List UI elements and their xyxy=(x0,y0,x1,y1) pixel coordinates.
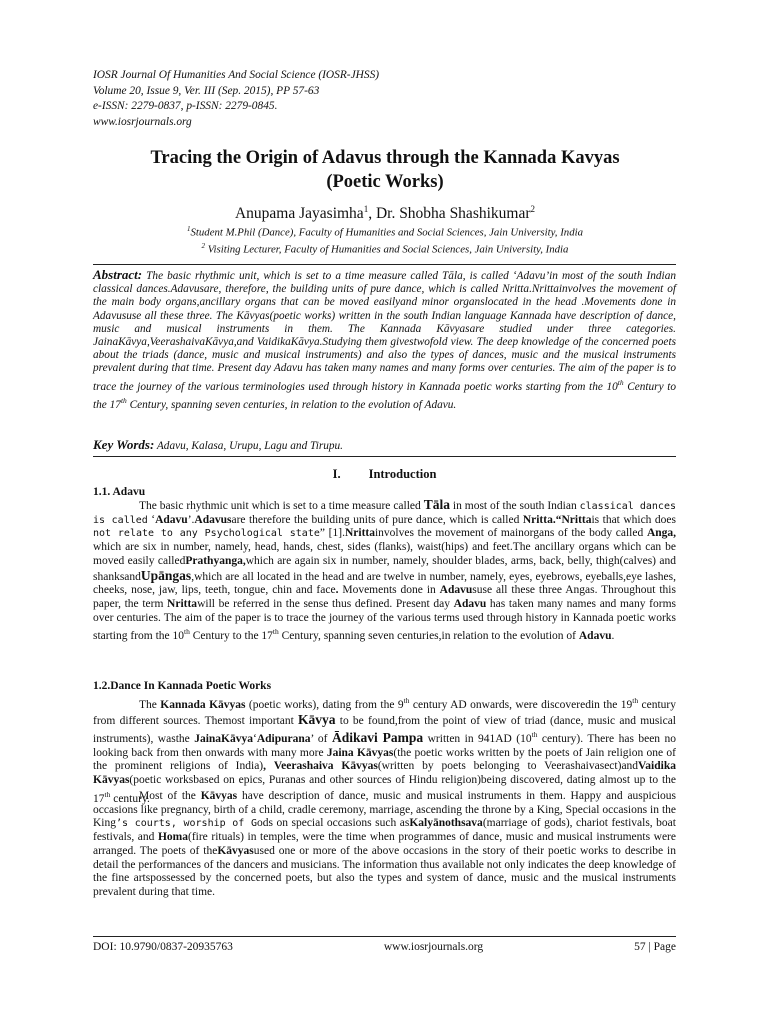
term-adavu: Adavu xyxy=(453,597,487,610)
text-run: will be referred in the sense thus defined. Present day xyxy=(197,597,454,610)
text-run: , xyxy=(263,760,267,773)
superscript: th xyxy=(403,696,410,705)
text-run: is that which does xyxy=(591,513,676,526)
text-run: century). There has been no looking back from then onwards with many more xyxy=(93,733,676,759)
journal-url: www.iosrjournals.org xyxy=(93,115,192,128)
text-run: classical dances is called xyxy=(93,501,676,526)
abstract-label: Abstract: xyxy=(93,267,143,282)
text-run: ’ of xyxy=(310,733,332,746)
text-run: Movements done in xyxy=(338,584,440,597)
text-run: ,which are all located in the head and are twelve in number, namely, eyes, eyebrows, eyeballs,eye lashes, cheeks, nose, jaw, lips, teeth, tongue, chin and face xyxy=(93,570,676,597)
text-run: (poetic worksbased on epics, Puranas and other sources of Hindu religion)being discovered, dating almost up to the 17 xyxy=(93,774,676,805)
text-run: . xyxy=(335,584,339,597)
text-run: not relate to any Psychological state xyxy=(93,528,320,540)
affiliation-1 xyxy=(80,223,690,240)
text-run: which are six in number, namely, head, hands, chest, sides (flanks), waist(hips) and feet.The ancillary organs which can be moved easily called xyxy=(93,541,676,567)
term-prathyanga: Prathyanga, xyxy=(185,554,246,567)
abstract-top-rule xyxy=(93,264,676,265)
section-number: I. xyxy=(332,467,341,481)
keywords xyxy=(93,437,676,453)
text-run: (marriage of gods), chariot festivals, boat festivals, and xyxy=(93,817,676,844)
text-run: which are again six in number, namely, shoulder blades, arms, back, belly, thigh(calves) and shanksand xyxy=(93,554,676,583)
footer-page-number: 57 | Page xyxy=(634,941,676,953)
paper-title xyxy=(80,146,690,194)
journal-name: IOSR Journal Of Humanities And Social Science (IOSR-JHSS) xyxy=(93,69,380,81)
affiliation-1-sup: 1 xyxy=(187,225,191,233)
term-kavyas: Kāvyas xyxy=(200,790,238,802)
abstract-text-c: Century, spanning seven centuries, in relation to the evolution of Adavu. xyxy=(126,398,457,411)
text-run: suse all these three Angas. Throughout this paper, the term xyxy=(93,584,676,610)
text-run: to be found,from the point of view of triad (dance, music and musical instruments), wasthe xyxy=(93,714,676,746)
text-run: ” [1]. xyxy=(319,527,345,540)
text-run: The xyxy=(139,698,161,711)
keywords-text: Adavu, Kalasa, Urupu, Lagu and Tirupu. xyxy=(154,440,344,452)
text-run: have description of dance, music and musical instruments in them. Happy and auspicious occasions like pregnancy, birth of a child, cradle ceremony, marriage, ascending the throne by a King, Special occasions in the King xyxy=(93,790,676,830)
superscript: th xyxy=(531,730,538,740)
page-footer xyxy=(93,941,676,953)
text-run: . xyxy=(611,630,615,643)
text-run: century. xyxy=(110,792,150,805)
footer-rule xyxy=(93,936,676,937)
text-run: (poetic works), dating from the 9 xyxy=(245,698,404,711)
text-run: has taken many names and many forms over centuries. The aim of the paper is to trace the journey of the various terms used through history in Kannada poetic works starting from the 10 xyxy=(93,597,676,643)
journal-volume: Volume 20, Issue 9, Ver. III (Sep. 2015), PP 57-63 xyxy=(93,84,320,97)
text-run: century from different sources. Themost important xyxy=(93,698,677,727)
title-line-2: (Poetic Works) xyxy=(326,172,444,192)
affiliation-2 xyxy=(80,240,690,257)
term-adikavi-pampa: Ādikavi Pampa xyxy=(331,730,424,746)
text-run: century AD onwards, were discoveredin the 19 xyxy=(409,698,633,711)
text-run: ’s courts, worship of G xyxy=(116,818,257,830)
term-veerashaiva-kavyas: Veerashaiva Kāvyas xyxy=(273,760,378,773)
term-adipurana: Adipurana xyxy=(256,733,311,746)
affiliation-2-text: Visiting Lecturer, Faculty of Humanities and Social Sciences, Jain University, India xyxy=(205,243,569,256)
author-separator: , xyxy=(368,205,376,223)
text-run: written in 941AD (10 xyxy=(423,733,532,746)
term-kannada-kavyas: Kannada Kāvyas xyxy=(160,698,246,711)
term-adavu: Adavu xyxy=(578,630,612,643)
term-tala: Tāla xyxy=(423,497,450,512)
author-list xyxy=(80,204,690,223)
section-heading xyxy=(93,467,676,482)
paragraph-adavu xyxy=(93,498,676,644)
author-1-sup: 1 xyxy=(363,204,369,214)
term-jaina-kavya: JainaKāvya xyxy=(194,733,253,746)
subsection-heading-2: 1.2.Dance In Kannada Poetic Works xyxy=(93,680,272,692)
superscript: th xyxy=(632,696,639,705)
term-adavus: Adavus xyxy=(194,513,232,526)
text-run: (the poetic works written by the poets of Jain religion one of the prominent religions of India) xyxy=(93,746,676,773)
superscript: th xyxy=(272,627,279,637)
abstract-sup-1: th xyxy=(617,377,624,387)
keywords-label: Key Words: xyxy=(93,437,155,452)
text-run xyxy=(266,760,274,772)
superscript: th xyxy=(184,627,190,637)
author-1: Anupama Jayasimha xyxy=(234,205,364,223)
paragraph-occasions xyxy=(93,790,676,900)
text-run: Most of the xyxy=(139,790,201,802)
abstract xyxy=(93,268,676,412)
title-line-1: Tracing the Origin of Adavus through the Kannada Kavyas xyxy=(150,148,620,168)
term-vaidika-kavyas: Vaidika Kāvyas xyxy=(93,760,676,787)
journal-header xyxy=(93,68,379,130)
term-homa: Homa xyxy=(157,831,188,844)
affiliation-1-text: Student M.Phil (Dance), Faculty of Humanities and Social Sciences, Jain University, India xyxy=(190,226,583,239)
text-run: in most of the south Indian xyxy=(449,500,580,512)
affiliation-2-sup: 2 xyxy=(201,242,206,251)
term-kavyas: Kāvyas xyxy=(217,844,254,857)
term-kavya: Kāvya xyxy=(298,711,336,727)
text-run: Century, spanning seven centuries,in relation to the evolution of xyxy=(278,630,579,643)
text-run: are therefore the building units of pure dance, which is called xyxy=(231,513,523,526)
term-jaina-kavyas: Jaina Kāvyas xyxy=(326,746,394,759)
text-run: ‘ xyxy=(147,513,156,526)
author-2-sup: 2 xyxy=(530,204,535,214)
term-adavu: Adavu xyxy=(155,513,188,526)
abstract-sup-2: th xyxy=(120,395,127,405)
term-anga: Anga, xyxy=(646,527,677,540)
text-run: ‘ xyxy=(252,733,257,746)
text-run: involves the movement of mainorgans of the body called xyxy=(374,527,647,540)
text-run: Century to the 17 xyxy=(189,630,273,643)
section-title: Introduction xyxy=(368,467,437,481)
text-run: “ xyxy=(555,513,562,526)
term-nritta: Nritta. xyxy=(522,513,556,526)
term-adavu: Adavu xyxy=(439,584,473,597)
text-run: (fire rituals) in temples, were the time when programmes of dance, music and musical instruments were arranged. The poets of the xyxy=(93,831,676,857)
term-nritta: Nritta xyxy=(167,597,198,610)
superscript: th xyxy=(104,789,111,799)
text-run: used one or more of the above occasions in the story of their poetic works to describe in detail the performances of the dancers and musicians. The information thus available not only indicates the deep knowledge of the fine artspossessed by the concerned poets, but also the types and system of dance, music and the musical instruments prevalent during that time. xyxy=(93,844,677,898)
author-2: Dr. Shobha Shashikumar xyxy=(375,205,531,223)
abstract-bottom-rule xyxy=(93,456,676,457)
term-nritta: Nritta xyxy=(344,527,375,540)
text-run: ’. xyxy=(187,513,195,526)
term-upangas: Upāngas xyxy=(140,567,192,583)
footer-doi: DOI: 10.9790/0837-20935763 xyxy=(93,941,233,953)
text-run: (written by poets belonging to Veerashaivasect)and xyxy=(377,760,639,773)
journal-issn: e-ISSN: 2279-0837, p-ISSN: 2279-0845. xyxy=(93,100,278,113)
abstract-text-b: Century to the 17 xyxy=(93,380,676,411)
text-run: The basic rhythmic unit which is set to a time measure called xyxy=(139,500,424,512)
term-kalyanothsava: Kalyānothsava xyxy=(409,817,483,830)
text-run: ods on special occasions such as xyxy=(257,817,410,830)
affiliations xyxy=(80,223,690,257)
subsection-heading-1: 1.1. Adavu xyxy=(93,486,146,498)
abstract-text-a: The basic rhythmic unit, which is set to a time measure called Tāla, is called ‘Adavu’in most of the south Indian classical dances.Adavusare, therefore, the building units of pure dance, which is called Nritta.Nrittainvolves the movement of the main body organs,ancillary organs that can be moved easilyand minor organslocated in the head .Movements done in Adavususe all these three. The Kāvyas(poetic works) written in the south Indian language Kannada have description of dance, music and musical instruments in them. The Kannada Kāvyasare studied under three categories. JainaKāvya,VeerashaivaKāvya,and VaidikaKāvya.Studying them givestwofold view. The deep knowledge of the concerned poets about the triads (dance, music and musical instruments) and also the types of dances, music and the musical instruments prevalent during that time. Present day Adavu has taken many names and many forms over centuries. The aim of the paper is to trace the journey of the various terminologies used through history in Kannada poetic works starting from the 10 xyxy=(93,270,676,393)
term-nritta: Nritta xyxy=(561,513,592,526)
footer-site: www.iosrjournals.org xyxy=(383,941,484,953)
